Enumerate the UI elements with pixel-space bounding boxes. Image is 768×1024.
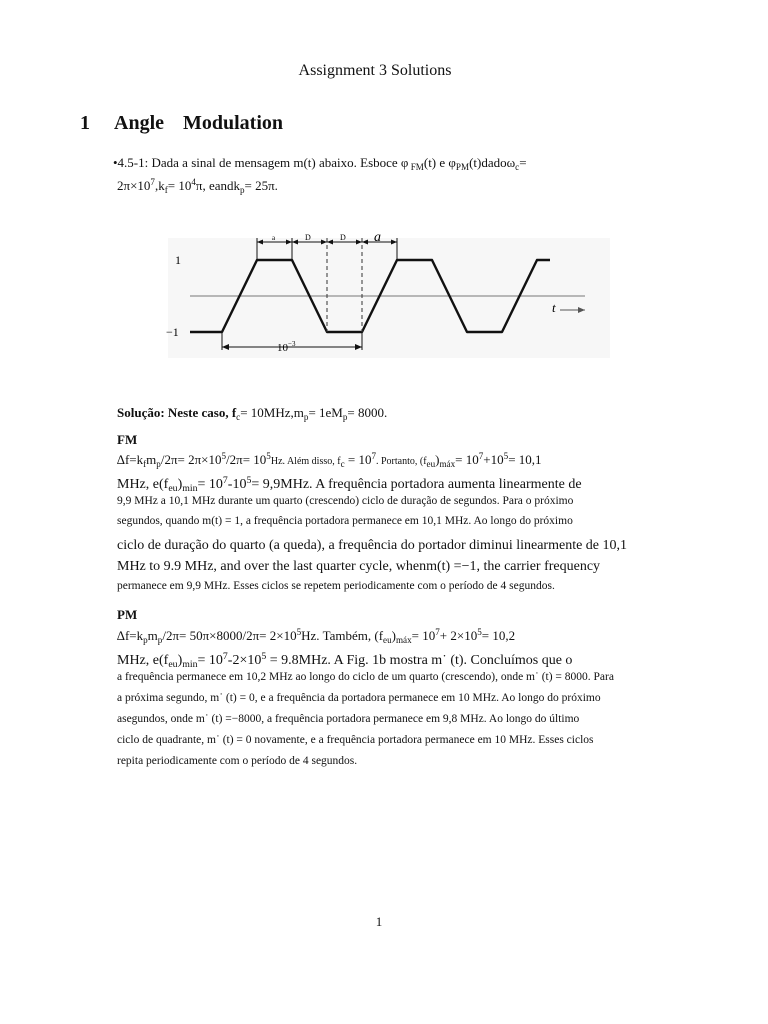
fm-heading: FM	[117, 432, 138, 447]
fm-line-5: ciclo de duração do quarto (a queda), a frequência do portador diminui linearmente de 10,1	[117, 538, 628, 553]
label-d-1: D	[305, 233, 311, 242]
pm-line-5: asegundos, onde m˙ (t) =−8000, a frequência portadora permanece em 9,8 MHz. Ao longo do último	[117, 713, 580, 725]
y-label-bottom: −1	[166, 325, 179, 339]
pm-line-6: ciclo de quadrante, m˙ (t) = 0 novamente, e a frequência portadora permanece em 10 MHz. Esses ciclos	[117, 734, 594, 746]
section-number: 1	[80, 112, 90, 134]
fm-line-6: MHz to 9.9 MHz, and over the last quarter cycle, whenm(t) =−1, the carrier frequency	[117, 559, 601, 574]
solution-line: Solução: Neste caso, $f_c= 10MHz,m_p= 1eM_p= 8000$.	[117, 405, 388, 422]
label-d-2: D	[340, 233, 346, 242]
fm-line-3: 9,9 MHz a 10,1 MHz durante um quarto (crescendo) ciclo de duração de segundos. Para o próximo	[117, 495, 574, 507]
message-signal-figure	[160, 228, 620, 368]
problem-statement-line-2: $2\pi\times 10^7,k_f= 10^4\pi$, eandk$_p$= 25π.	[117, 177, 278, 195]
label-a-large: a	[374, 230, 381, 245]
label-a-small: a	[272, 234, 276, 242]
y-label-top: 1	[175, 253, 181, 267]
fm-line-7: permanece em 9,9 MHz. Esses ciclos se repetem periodicamente com o período de 4 segundos.	[117, 580, 555, 592]
page-number: 1	[375, 914, 383, 929]
pm-line-1: $\Delta f=k_pm_p/2\pi= 50\pi\times 8000/2\pi= 2\times 10^5Hz$. Também, $(f_{eu})_{máx}= 10^7+ 2\times 10^5= 10,2$	[117, 627, 516, 645]
section-title: Angle Modulation	[114, 112, 284, 134]
pm-line-2: MHz, $e(f_{eu})_{min}= 10^7-2\times 10^5 = 9.8MHz$. A Fig. 1b mostra m˙ (t). Concluímos que o	[117, 651, 573, 670]
t-axis-label: t	[552, 300, 556, 315]
fm-line-1: $\Delta f=k_fm_p/2\pi= 2\pi\times 10^5/2\pi= 10^5Hz$. Além disso, $f_c = 10^7$. Portanto, $(f_{eu})_{máx}= 10^7+10^5= 10,1$	[117, 451, 542, 469]
period-label: $10^{-3}$	[277, 340, 296, 354]
figure-background	[168, 238, 610, 358]
problem-statement-line-1: •4.5-1: Dada a sinal de mensagem m(t) abaixo. Esboce φ $_{FM}$(t) e $\varphi_{PM}(t)dado\omega_c=$	[113, 155, 527, 172]
fm-line-4: segundos, quando m(t) = 1, a frequência portadora permanece em 10,1 MHz. Ao longo do próximo	[117, 515, 573, 527]
document-title: Assignment 3 Solutions	[298, 62, 452, 79]
fm-line-2: MHz, $e(f_{eu})_{min}= 10^7-10^5= 9,9MHz$. A frequência portadora aumenta linearmente de	[117, 475, 582, 494]
pm-heading: PM	[117, 607, 138, 622]
pm-line-3: a frequência permanece em 10,2 MHz ao longo do ciclo de um quarto (crescendo), onde m˙ (t) = 8000. Para	[117, 671, 614, 683]
pm-line-4: a próxima segundo, m˙ (t) = 0, e a frequência da portadora permanece em 10 MHz. Ao longo do próximo	[117, 692, 601, 704]
pm-line-7: repita periodicamente com o período de 4 segundos.	[117, 755, 358, 767]
